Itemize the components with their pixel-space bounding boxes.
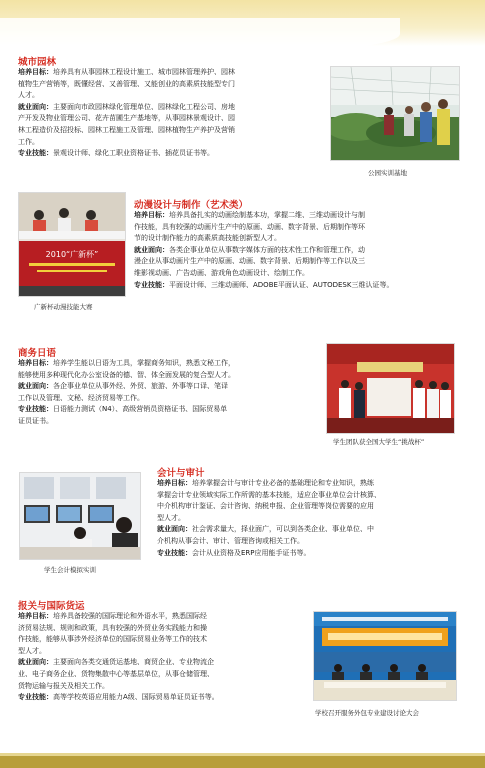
field-text: 平面设计师、三维动画师、ADOBE平面认证、AUTODESK三维认证等。 <box>169 280 394 289</box>
text-line <box>157 501 472 513</box>
text-line <box>18 79 323 91</box>
field-label: 就业面向： <box>18 382 53 391</box>
field-text: 济贸易法规、规则和政策，具有较强的外贸业务实践能力和操 <box>18 623 207 632</box>
text-line <box>18 102 323 114</box>
field-text: 高等学校英语应用能力A级、国际贸易单证员证书等。 <box>53 693 219 702</box>
text-line <box>18 125 323 137</box>
section-text-customs-freight <box>18 611 308 704</box>
text-line <box>157 548 472 560</box>
text-line <box>157 490 472 502</box>
text-line <box>157 536 472 548</box>
text-line <box>18 137 323 149</box>
field-text: 业、电子商务企业、货物集散中心等基层单位，从事仓储管理、 <box>18 669 214 678</box>
text-line <box>18 416 318 428</box>
field-text: 会计从业资格及ERP应用能手证书等。 <box>192 548 311 557</box>
section-title-accounting: 会计与审计 <box>157 468 205 479</box>
text-line <box>134 268 474 280</box>
field-label: 专业技能： <box>18 149 53 158</box>
field-text: 能够使用多种现代化办公室设备的德、智、体全面发展的复合型人才。 <box>18 370 235 379</box>
field-label: 就业面向： <box>18 102 53 111</box>
field-text: 培养具备较强的国际理论和外语水平，熟悉国际经 <box>53 612 207 620</box>
field-label: 专业技能： <box>157 548 192 557</box>
field-text: 日语能力测试（N4）、高级营销员资格证书、国际贸易单 <box>53 405 228 414</box>
field-text: 培养具有从事园林工程设计施工、城市园林管理养护、园林 <box>53 68 235 76</box>
section-title-city-landscape: 城市园林 <box>18 57 57 68</box>
field-text: 景观设计师、绿化工职业资格证书、插花员证书等。 <box>53 149 214 158</box>
field-text: 各企事业单位从事外经、外贸、旅游、外事等口译、笔译 <box>53 382 228 391</box>
field-text: 培养具备扎实的动画绘制基本功，掌握二维、三维动画设计与制 <box>169 211 365 219</box>
banner-text: 2010“广新杯” <box>45 250 99 259</box>
field-text: 主要面向市政园林绿化管理单位、园林绿化工程公司、房地 <box>53 102 235 111</box>
photo-challenge-cup <box>326 343 455 434</box>
photo-animation-contest <box>18 192 126 297</box>
field-text: 培养掌握会计与审计专业必备的基础理论和专业知识，熟练 <box>192 479 374 487</box>
caption-animation-contest: 广新杯动漫技能大赛 <box>34 303 93 311</box>
text-line <box>18 404 318 416</box>
text-line <box>18 358 318 370</box>
caption-greenhouse: 公园实训基地 <box>368 169 407 177</box>
text-line <box>18 148 323 160</box>
field-text: 维影视动画、广告动画、游戏角色动画设计、绘制工作。 <box>134 268 309 277</box>
text-line <box>134 280 474 292</box>
text-line <box>134 222 474 234</box>
field-text: 作技能，能够从事涉外经济单位的国际贸易业务等工作的技术 <box>18 635 207 644</box>
caption-challenge-cup: 学生团队获全国大学生“挑战杯” <box>333 438 425 446</box>
field-label: 专业技能： <box>18 693 53 702</box>
text-line <box>18 681 308 693</box>
section-text-animation <box>134 210 474 291</box>
field-text: 作技能，具有较强的动画片生产中的原画、动画、数字背景、后期制作等环 <box>134 222 365 231</box>
field-label: 就业面向： <box>134 245 169 254</box>
field-text: 各类企事业单位从事数字媒体方面的技术性工作和管理工作，动 <box>169 245 365 254</box>
field-text: 型人才。 <box>157 513 185 522</box>
bottom-decorative-band <box>0 756 485 768</box>
text-line <box>18 90 323 102</box>
text-line <box>157 513 472 525</box>
field-text: 漫企业从事动画片生产中的原画、动画、数字背景、后期制作等工作以及三 <box>134 257 365 266</box>
field-text: 培养学生能以日语为工具，掌握商务知识，熟悉文秘工作， <box>53 359 235 367</box>
text-line <box>18 657 308 669</box>
text-line <box>18 381 318 393</box>
section-text-city-landscape <box>18 67 323 160</box>
text-line <box>157 524 472 536</box>
text-line <box>134 256 474 268</box>
field-text: 证员证书。 <box>18 416 53 425</box>
photo-accounting-training <box>19 472 141 560</box>
text-line <box>18 370 318 382</box>
field-label: 专业技能： <box>18 405 53 414</box>
text-line <box>18 692 308 704</box>
field-text: 工作以及管理、文秘、经济贸易等工作。 <box>18 393 144 402</box>
top-decorative-wave <box>0 18 400 58</box>
field-label: 培养目标： <box>18 68 53 76</box>
field-text: 掌握会计专业领域实际工作所需的基本技能，适应企事业单位会计核算、 <box>157 490 381 499</box>
text-line <box>18 646 308 658</box>
photo-outsourcing-conference <box>313 611 457 701</box>
caption-accounting-training: 学生会计模拟实训 <box>44 566 96 574</box>
field-text: 社会需求量大，择业面广，可以到各类企业、事业单位、中 <box>192 525 374 534</box>
field-text: 人才。 <box>18 91 39 100</box>
caption-outsourcing-conference: 学校召开服务外包专业建设讨论大会 <box>315 709 419 717</box>
field-label: 就业面向： <box>157 525 192 534</box>
text-line <box>18 611 308 623</box>
section-title-business-japanese: 商务日语 <box>18 348 57 359</box>
field-label: 培养目标： <box>18 612 53 620</box>
section-text-business-japanese <box>18 358 318 428</box>
field-text: 节的设计制作能力的高素质高技能创新型人才。 <box>134 234 281 243</box>
field-label: 培养目标： <box>134 211 169 219</box>
field-label: 就业面向： <box>18 658 53 667</box>
text-line <box>18 113 323 125</box>
text-line <box>18 623 308 635</box>
field-text: 型人才。 <box>18 646 46 655</box>
text-line <box>134 210 474 222</box>
field-text: 主要面向各类交通货运基地、商贸企业、专业物流企 <box>53 658 214 667</box>
text-line <box>18 393 318 405</box>
field-text: 植物生产营销等，既懂经营、又善管理、又能创业的高素质技能型专门 <box>18 79 235 88</box>
field-text: 产开发及物业管理公司、花卉苗圃生产基地等，从事园林景观设计、园 <box>18 114 235 123</box>
field-text: 工作。 <box>18 137 39 146</box>
text-line <box>18 67 323 79</box>
field-label: 培养目标： <box>18 359 53 367</box>
field-text: 货物运输与报关及相关工作。 <box>18 681 109 690</box>
text-line <box>157 478 472 490</box>
field-text: 林工程造价及招投标、园林工程施工及管理、园林植物生产养护及营销 <box>18 125 235 134</box>
section-title-customs-freight: 报关与国际货运 <box>18 601 85 612</box>
photo-greenhouse <box>330 66 460 161</box>
text-line <box>134 245 474 257</box>
section-title-animation: 动漫设计与制作（艺术类） <box>134 200 249 211</box>
field-label: 专业技能： <box>134 280 169 289</box>
section-text-accounting <box>157 478 472 559</box>
text-line <box>18 634 308 646</box>
text-line <box>18 669 308 681</box>
field-text: 介机构从事会计、审计、管理咨询或相关工作。 <box>157 536 304 545</box>
text-line <box>134 233 474 245</box>
field-label: 培养目标： <box>157 479 192 487</box>
field-text: 中介机构审计鉴证、会计咨询、纳税申报、企业管理等岗位需要的应用 <box>157 502 374 511</box>
